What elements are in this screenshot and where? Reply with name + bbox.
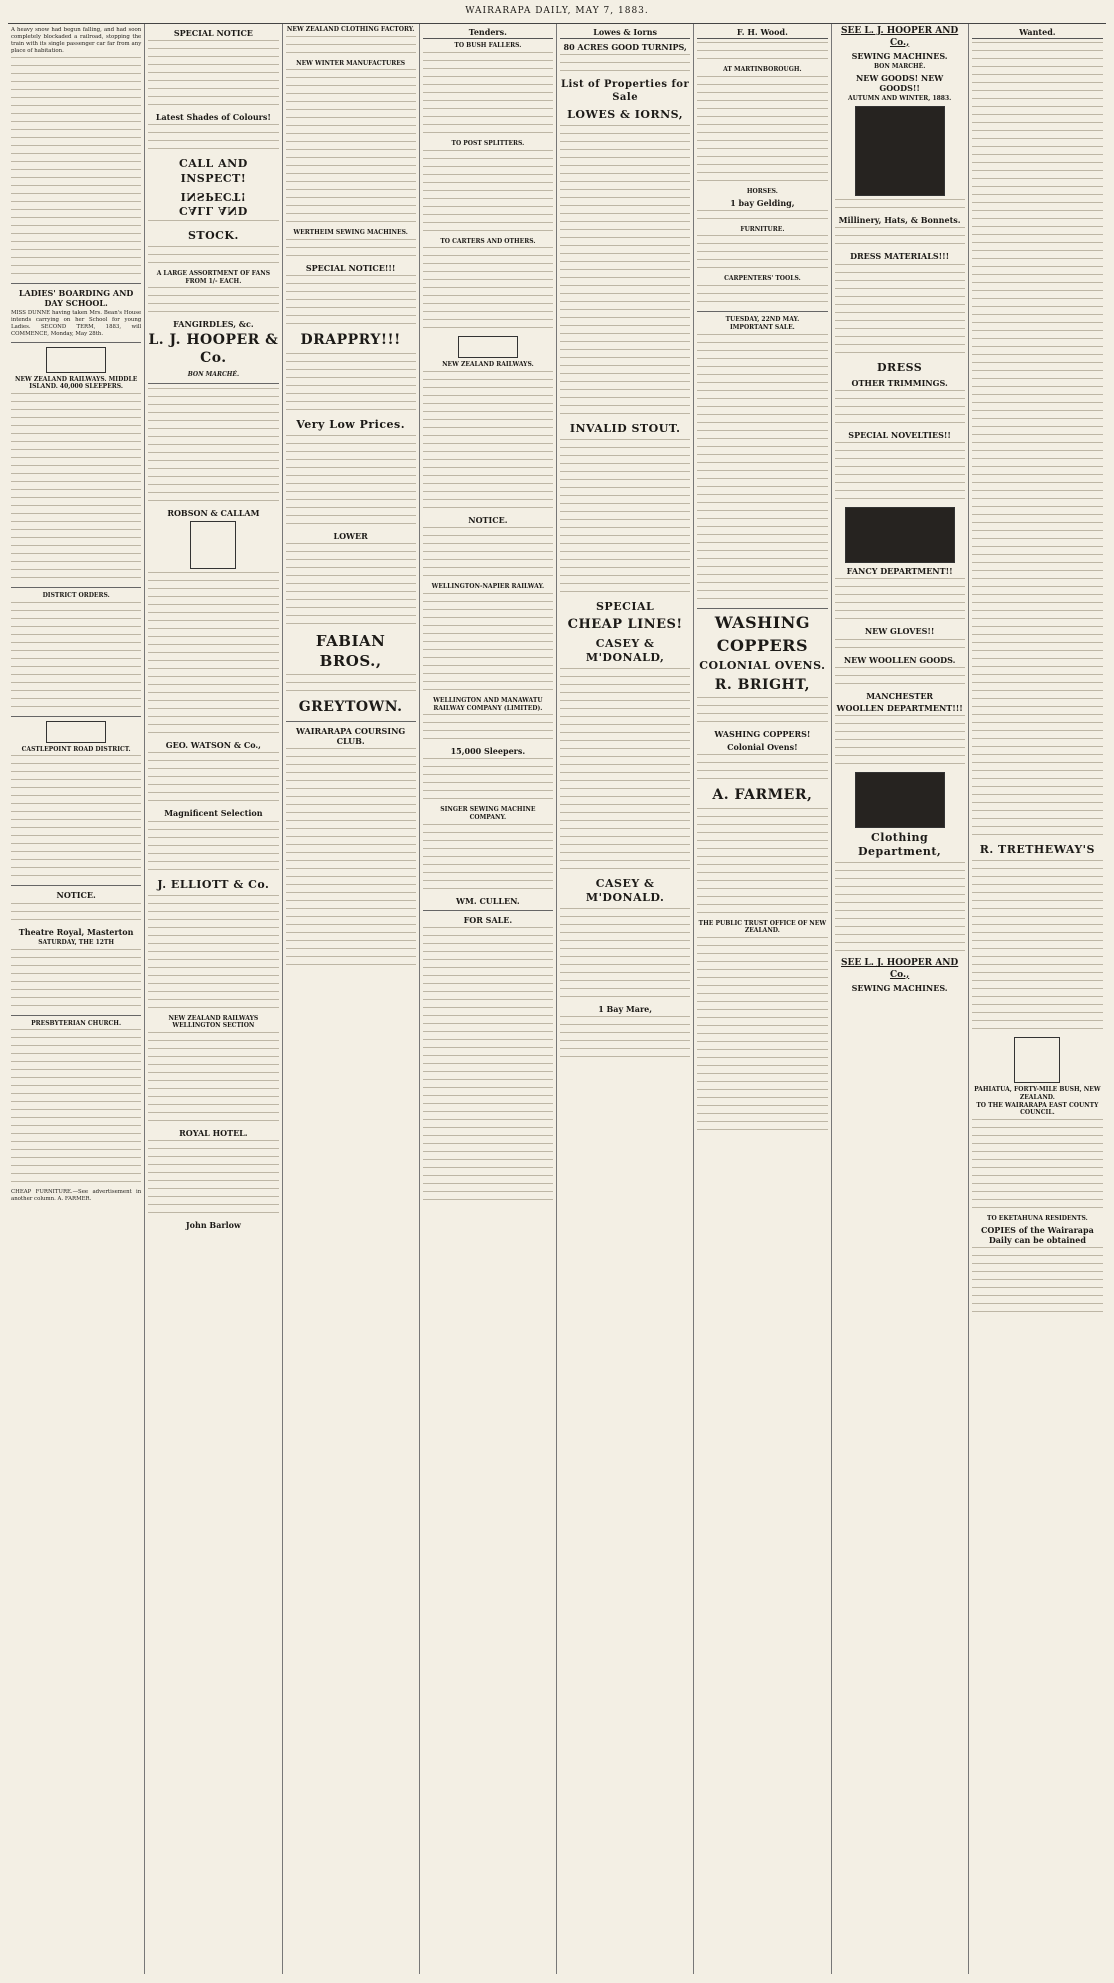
rail-title: NEW ZEALAND RAILWAYS. MIDDLE ISLAND. 40,000 SLEEPERS. bbox=[14, 375, 138, 391]
washing: WASHING bbox=[714, 612, 811, 632]
lowes-iorns-heading: Lowes & Iorns bbox=[560, 26, 690, 39]
theatre-royal: Theatre Royal, Masterton bbox=[18, 926, 134, 937]
copies-line: COPIES of the Wairarapa Daily can be obtained bbox=[980, 1224, 1094, 1245]
cullen-name: WM. CULLEN. bbox=[456, 895, 520, 906]
hooper-see: SEE L. J. HOOPER AND Co., bbox=[841, 26, 959, 48]
martinborough: AT MARTINBOROUGH. bbox=[723, 66, 802, 74]
tretheway: R. TRETHEWAY'S bbox=[979, 843, 1095, 857]
dress-materials: DRESS MATERIALS!!! bbox=[850, 251, 950, 262]
fans-line: A LARGE ASSORTMENT OF FANS FROM 1/- EACH. bbox=[156, 269, 271, 285]
column-5 bbox=[557, 24, 694, 1974]
special-novelties: SPECIAL NOVELTIES!! bbox=[848, 429, 951, 440]
napier-railway: WELLINGTON-NAPIER RAILWAY. bbox=[431, 583, 545, 591]
greytown-line: GREYTOWN. bbox=[298, 698, 403, 715]
r-bright: R. BRIGHT, bbox=[714, 676, 811, 693]
cheap-furniture-note: CHEAP FURNITURE.—See advertisement in another column. A. FARMER. bbox=[11, 1189, 142, 1203]
east-council: TO THE WAIRARAPA EAST COUNTY COUNCIL. bbox=[976, 1101, 1099, 1117]
royal-hotel: ROYAL HOTEL. bbox=[179, 1128, 248, 1139]
list-properties: List of Properties for Sale bbox=[561, 79, 690, 104]
autumn-winter: AUTUMN AND WINTER, 1883. bbox=[847, 95, 952, 103]
john-barlow: John Barlow bbox=[185, 1220, 241, 1231]
clothing-department: Clothing Department, bbox=[857, 831, 942, 859]
sewing-machines-2: SEWING MACHINES. bbox=[851, 983, 948, 994]
millinery: Millinery, Hats, & Bonnets. bbox=[838, 215, 961, 226]
furniture: FURNITURE. bbox=[740, 225, 785, 233]
fangirdles-line: FANGIRDLES, &c. bbox=[173, 319, 254, 330]
bay-gelding: 1 bay Gelding, bbox=[730, 197, 795, 208]
magnificent-selection: Magnificent Selection bbox=[164, 808, 263, 819]
castlepoint-engraving bbox=[46, 721, 106, 743]
tenders-heading: Tenders. bbox=[423, 26, 553, 39]
manchester: MANCHESTER bbox=[866, 690, 934, 701]
castlepoint-title: CASTLEPOINT ROAD DISTRICT. bbox=[21, 745, 131, 753]
woollen-goods: NEW WOOLLEN GOODS. bbox=[843, 654, 956, 665]
tuesday-22: TUESDAY, 22ND MAY. bbox=[725, 316, 800, 324]
hooper-logo-block-2 bbox=[855, 772, 945, 828]
bon-marche-line: BON MARCHÉ. bbox=[187, 371, 240, 379]
bon-marche-banner bbox=[845, 507, 955, 563]
invalid-stout: INVALID STOUT. bbox=[569, 422, 681, 436]
special-notice-heading: SPECIAL NOTICE bbox=[173, 28, 253, 38]
cheap-lines: CHEAP LINES! bbox=[567, 617, 683, 633]
woollen-department: WOOLLEN DEPARTMENT!!! bbox=[836, 703, 963, 714]
wanted-heading: Wanted. bbox=[972, 26, 1103, 39]
coursing-club: WAIRARAPA COURSING CLUB. bbox=[296, 725, 406, 746]
carpenters-tools: CARPENTERS' TOOLS. bbox=[724, 275, 801, 283]
eketahuna: TO EKETAHUNA RESIDENTS. bbox=[987, 1215, 1088, 1222]
pahiatua: PAHIATUA, FORTY-MILE BUSH, NEW ZEALAND. bbox=[974, 1086, 1101, 1101]
column-8 bbox=[969, 24, 1106, 1974]
presbyterian-title: PRESBYTERIAN CHURCH. bbox=[31, 1019, 122, 1027]
bon-marche: BON MARCHÉ. bbox=[873, 63, 926, 71]
saturday-line: SATURDAY, THE 12TH bbox=[38, 938, 115, 946]
robson-callam: ROBSON & CALLAM bbox=[167, 507, 260, 518]
wertheim: WERTHEIM SEWING MACHINES. bbox=[293, 229, 408, 237]
bush-fallers: TO BUSH FALLERS. bbox=[454, 42, 522, 50]
colonial-ovens-2: Colonial Ovens! bbox=[727, 741, 798, 752]
fabian-bros: FABIAN BROS., bbox=[315, 632, 386, 670]
column-6 bbox=[694, 24, 831, 1974]
call-inspect: CALL AND INSPECT! bbox=[179, 157, 248, 185]
colonial-ovens: COLONIAL OVENS. bbox=[699, 659, 826, 673]
rail-engraving bbox=[458, 336, 518, 358]
sewing-machines: SEWING MACHINES. bbox=[851, 51, 948, 62]
hooper-see-2: SEE L. J. HOOPER AND Co., bbox=[841, 958, 959, 980]
column-1 bbox=[8, 24, 145, 1974]
post-splitters: TO POST SPLITTERS. bbox=[451, 139, 525, 147]
a-farmer: A. FARMER, bbox=[712, 786, 813, 803]
locomotive-engraving bbox=[46, 347, 106, 373]
clothing-factory: NEW ZEALAND CLOTHING FACTORY. bbox=[286, 26, 415, 33]
dress-heading: DRESS bbox=[877, 360, 923, 374]
public-trust: THE PUBLIC TRUST OFFICE OF NEW ZEALAND. bbox=[698, 919, 827, 935]
coppers: COPPERS bbox=[716, 635, 809, 655]
other-trimmings: OTHER TRIMMINGS. bbox=[851, 377, 948, 388]
singer-company: SINGER SEWING MACHINE COMPANY. bbox=[440, 806, 536, 822]
lowes-iorns-name: LOWES & IORNS, bbox=[567, 108, 684, 122]
winter-manufactures: NEW WINTER MANUFACTURES bbox=[296, 59, 406, 67]
story-text: A heavy snow had begun falling, and had soon completely blockaded a railroad, stopping the train with its single passenger car far from any place of habitation. bbox=[11, 27, 142, 54]
ladies-school-title: LADIES' BOARDING AND DAY SCHOOL. bbox=[18, 287, 134, 308]
stock-heading: STOCK. bbox=[187, 228, 239, 242]
geo-watson: GEO. WATSON & Co., bbox=[165, 740, 261, 751]
latest-shades: Latest Shades of Colours! bbox=[155, 112, 271, 123]
lower-line: LOWER bbox=[333, 531, 368, 542]
casey-mdonald: CASEY & M'DONALD, bbox=[585, 636, 665, 664]
manawatu-railway: WELLINGTON AND MANAWATU RAILWAY COMPANY (LIMITED). bbox=[433, 696, 543, 712]
bay-mare: 1 Bay Mare, bbox=[598, 1004, 653, 1015]
column-4 bbox=[420, 24, 557, 1974]
columns bbox=[8, 24, 1106, 1974]
new-goods: NEW GOODS! NEW GOODS!! bbox=[855, 72, 944, 94]
column-2 bbox=[145, 24, 282, 1974]
carters: TO CARTERS AND OTHERS. bbox=[440, 237, 536, 245]
important-sale: IMPORTANT SALE. bbox=[729, 323, 795, 331]
ladies-school-text: MISS DUNNE having taken Mrs. Bean's House intends carrying on her School for young Ladies. SECOND TERM, 1883, will COMMENCE, Monday, May 28th. bbox=[11, 310, 142, 337]
low-prices: Very Low Prices. bbox=[296, 418, 406, 432]
special-notice-heading-2: SPECIAL NOTICE!!! bbox=[305, 263, 396, 274]
page-masthead: WAIRARAPA DAILY, MAY 7, 1883. bbox=[8, 6, 1106, 24]
notice-title: NOTICE. bbox=[56, 890, 96, 901]
hooper-logo-block bbox=[855, 106, 945, 196]
carriage-engraving bbox=[190, 521, 236, 569]
wood-heading: F. H. Wood. bbox=[697, 26, 827, 39]
rail-heading: NEW ZEALAND RAILWAYS. bbox=[442, 361, 534, 369]
new-gloves: NEW GLOVES!! bbox=[864, 626, 935, 637]
casey-mdonald-2: CASEY & M'DONALD. bbox=[585, 877, 665, 905]
for-sale-heading: FOR SALE. bbox=[463, 914, 513, 925]
elliott-name: J. ELLIOTT & Co. bbox=[157, 877, 270, 891]
drapery-heading: DRAPPRY!!! bbox=[300, 332, 401, 349]
column-3 bbox=[283, 24, 420, 1974]
column-7 bbox=[832, 24, 969, 1974]
call-inspect-inverted: CALL AND INSPECT! bbox=[179, 189, 248, 217]
washing-coppers: WASHING COPPERS! bbox=[714, 729, 811, 740]
turnips-line: 80 ACRES GOOD TURNIPS, bbox=[563, 42, 687, 53]
special-heading: SPECIAL bbox=[595, 600, 655, 614]
hooper-name: L. J. HOOPER & Co. bbox=[148, 332, 279, 367]
notice-heading-2: NOTICE. bbox=[468, 514, 508, 525]
horses: HORSES. bbox=[746, 187, 778, 195]
rail-wellington: NEW ZEALAND RAILWAYS WELLINGTON SECTION bbox=[168, 1014, 259, 1030]
fancy-department: FANCY DEPARTMENT!! bbox=[846, 566, 953, 577]
sleepers-line: 15,000 Sleepers. bbox=[450, 746, 526, 757]
crest-engraving bbox=[1014, 1037, 1060, 1083]
district-orders-title: DISTRICT ORDERS. bbox=[42, 592, 110, 600]
